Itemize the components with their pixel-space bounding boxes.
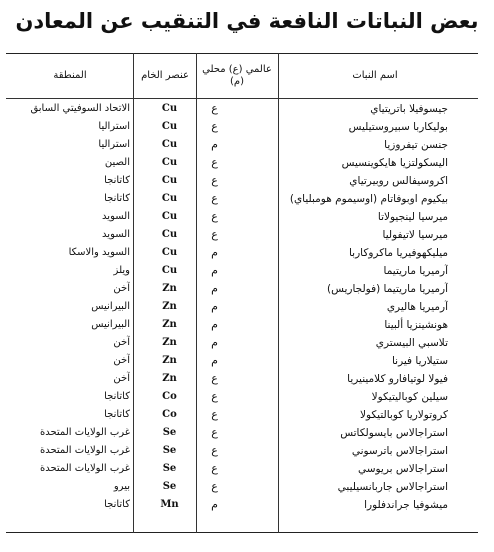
table-row [6,118,478,136]
plant-name-cell: بوليكاربا سبيروستيليس [348,121,448,133]
zone-cell: م [211,498,218,511]
region-cell: الاتحاد السوفيتي السابق [30,103,130,114]
zone-cell: ع [211,228,218,241]
zone-cell: م [211,300,218,313]
table-row [6,478,478,496]
header-plant-name: اسم النبات [352,70,398,81]
zone-cell: م [211,246,218,259]
ore-element-cell: Co [162,409,177,420]
ore-element-cell: Cu [161,265,178,276]
region-cell: آخن [113,373,130,384]
zone-cell: ع [211,120,218,133]
zone-cell: ع [211,390,218,403]
region-cell: السويد والاسكا [68,247,130,258]
zone-cell: م [211,264,218,277]
plant-name-cell: استراجالاس بايسولكاتس [340,427,448,439]
zone-cell: ع [211,174,218,187]
plant-name-cell: كروتولاريا كوبالتيكولا [359,409,448,421]
region-cell: كاتانجا [104,499,130,510]
zone-cell: ع [211,444,218,457]
header-ore-element: عنصر الخام [141,70,189,81]
ore-element-cell: Cu [161,175,178,186]
ore-element-cell: Zn [162,283,177,294]
region-cell: غرب الولايات المتحدة [39,463,130,474]
zone-cell: ع [211,210,218,223]
plant-name-cell: بيكيوم اوبوفاتام (اوسيموم هومبلياي) [289,193,448,205]
plant-name-cell: سيلين كوباليتيكولا [371,391,448,403]
table-row [6,496,478,514]
table-row [6,208,478,226]
ore-element-cell: Co [162,391,177,402]
plant-name-cell: استراجالاس بريوسي [357,463,448,475]
region-cell: كاتانجا [104,193,130,204]
table-title: بعض النباتات النافعة في التنقيب عن المعادن [15,9,479,33]
region-cell: غرب الولايات المتحدة [39,445,130,456]
ore-element-cell: Cu [161,247,178,258]
ore-element-cell: Se [162,427,177,438]
table-row [6,370,478,388]
plant-name-cell: اليسكولتزيا هايكوينسيس [341,157,448,169]
table-row [6,262,478,280]
region-cell: استراليا [98,121,130,132]
plant-name-cell: فيولا لوتيافارو كلامينيريا [347,373,448,385]
ore-element-cell: Se [162,445,177,456]
plant-name-cell: اكروسيفالس روبيرتياي [349,175,448,187]
plant-name-cell: ميرسيا لينجيولاتا [377,211,448,223]
table-row [6,244,478,262]
zone-cell: ع [211,408,218,421]
table-row [6,460,478,478]
table-row [6,226,478,244]
plant-name-cell: استراجالاس باترسوني [351,445,448,457]
table-row [6,280,478,298]
region-cell: كاتانجا [104,175,130,186]
ore-element-cell: Mn [160,499,179,510]
plant-name-cell: جيسوفيلا باتريتياي [370,103,448,115]
table-row [6,154,478,172]
zone-cell: ع [211,462,218,475]
zone-cell: م [211,318,218,331]
plant-name-cell: ستيلاريا فيرنا [391,355,448,367]
plant-name-cell: استراجالاس جاربانسيليبي [337,481,448,493]
table-row [6,172,478,190]
region-cell: البيرانيس [91,319,130,330]
ore-element-cell: Cu [161,157,178,168]
region-cell: السويد [102,211,130,222]
ore-element-cell: Cu [161,121,178,132]
region-cell: بيرو [113,481,130,492]
ore-element-cell: Zn [162,337,177,348]
zone-cell: م [211,354,218,367]
region-cell: استراليا [98,139,130,150]
plant-name-cell: هونشينزيا ألبينا [384,319,448,331]
plant-name-cell: آرميريا ماريتيما (فولجاريس) [327,283,448,295]
table-row [6,352,478,370]
table-row [6,100,478,118]
region-cell: آخن [113,283,130,294]
ore-element-cell: Se [162,463,177,474]
table-row [6,298,478,316]
region-cell: السويد [102,229,130,240]
plant-name-cell: ميرسيا لاتيفوليا [382,229,448,241]
region-cell: كاتانجا [104,409,130,420]
plant-name-cell: جنسن تيفروزيا [384,139,448,151]
region-cell: آخن [113,337,130,348]
plant-name-cell: ميليكهوفيريا ماكروكاربا [348,247,448,259]
ore-element-cell: Se [162,481,177,492]
table-row [6,334,478,352]
table-row [6,388,478,406]
plant-name-cell: آرميريا هاليري [386,301,448,313]
zone-cell: م [211,138,218,151]
ore-element-cell: Zn [162,373,177,384]
ore-element-cell: Zn [162,355,177,366]
table-row [6,442,478,460]
table-row [6,316,478,334]
ore-element-cell: Zn [162,319,177,330]
table-row [6,406,478,424]
ore-element-cell: Cu [161,211,178,222]
region-cell: آخن [113,355,130,366]
zone-cell: ع [211,372,218,385]
region-cell: البيرانيس [91,301,130,312]
region-cell: ويلز [113,265,130,276]
table-row [6,424,478,442]
plant-name-cell: آرميريا ماريتيما [383,265,448,277]
plant-name-cell: تلاسبي البيستري [375,337,448,349]
ore-element-cell: Zn [162,301,177,312]
zone-cell: م [211,282,218,295]
table-row [6,190,478,208]
header-separator [6,98,478,99]
zone-cell: ع [211,192,218,205]
ore-element-cell: Cu [161,229,178,240]
zone-cell: ع [211,156,218,169]
zone-cell: ع [211,426,218,439]
ore-element-cell: Cu [161,103,178,114]
region-cell: الصين [104,157,130,168]
zone-cell: ع [211,102,218,115]
table-row [6,136,478,154]
ore-element-cell: Cu [161,139,178,150]
zone-cell: م [211,336,218,349]
plant-name-cell: ميشوفيا جراندفلورا [364,499,448,511]
header-region: المنطقة [53,70,87,81]
table-body [6,100,478,514]
region-cell: غرب الولايات المتحدة [39,427,130,438]
zone-cell: ع [211,480,218,493]
ore-element-cell: Cu [161,193,178,204]
region-cell: كاتانجا [104,391,130,402]
header-zone: عالمي (ع) محلي (م) [202,64,272,87]
